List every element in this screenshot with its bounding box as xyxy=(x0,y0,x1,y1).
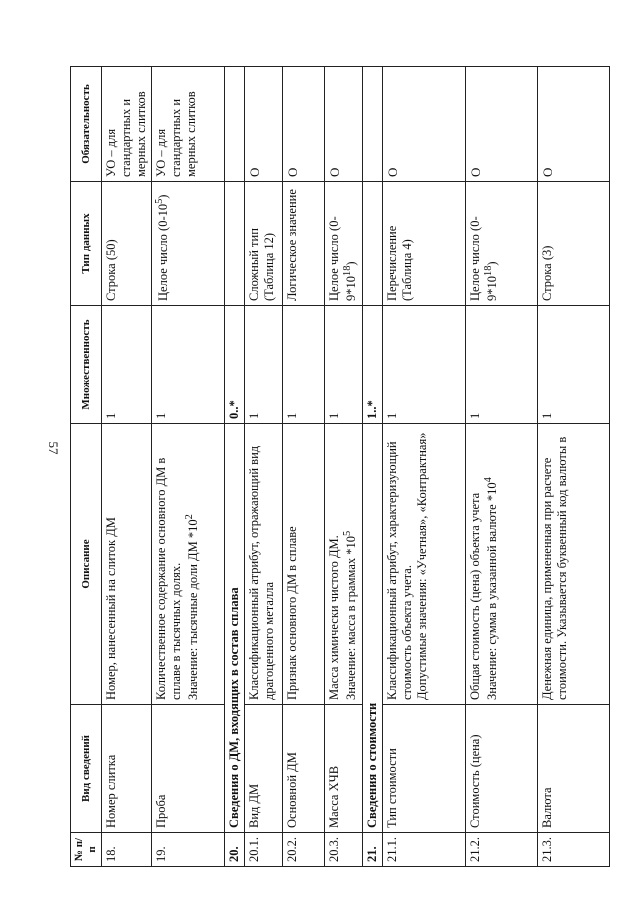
row-num: 20.1. xyxy=(245,833,283,867)
row-num: 21.1. xyxy=(382,833,465,867)
table-header-row xyxy=(71,67,102,867)
row-type: Целое число $(0-9*10^{18})$ xyxy=(465,182,537,306)
row-num: 20. xyxy=(225,833,245,867)
row-type: Перечисление (Таблица 4) xyxy=(382,182,465,306)
row-num: 21.2. xyxy=(465,833,537,867)
row-num: 21.3. xyxy=(537,833,609,867)
row-type: Целое число $(0-9*10^{18})$ xyxy=(325,182,362,306)
row-desc: Номер, нанесенный на слиток ДМ xyxy=(102,424,152,705)
row-num: 21. xyxy=(362,833,382,867)
row-req: УО – для стандартных и мерных слитков xyxy=(152,67,225,182)
table-row xyxy=(102,67,152,867)
row-mult: 1 xyxy=(465,306,537,424)
section-title: Сведения о ДМ, входящих в состав сплава xyxy=(225,424,245,833)
header-kind: Вид сведений xyxy=(71,705,102,833)
row-mult: 1 xyxy=(325,306,362,424)
section-row xyxy=(362,67,382,867)
header-mult: Множественность xyxy=(71,306,102,424)
row-desc-value: Допустимые значения: «Учетная», «Контрактная» xyxy=(414,432,429,700)
row-mult: 0..* xyxy=(225,306,245,424)
row-req: О xyxy=(325,67,362,182)
row-desc xyxy=(325,424,362,705)
row-desc xyxy=(152,424,225,705)
row-type: Строка (3) xyxy=(537,182,609,306)
row-req: О xyxy=(465,67,537,182)
header-req: Обязательность xyxy=(71,67,102,182)
row-desc-text: Количественное содержание основного ДМ в сплаве в тысячных долях. xyxy=(154,457,184,700)
table-row xyxy=(465,67,537,867)
row-type: Строка (50) xyxy=(102,182,152,306)
row-desc-text: Масса химически чистого ДМ. xyxy=(327,535,342,700)
row-type xyxy=(362,182,382,306)
row-mult: 1 xyxy=(102,306,152,424)
section-title: Сведения о стоимости xyxy=(362,424,382,833)
page-number: 57 xyxy=(46,441,61,455)
row-req xyxy=(225,67,245,182)
row-type: Логическое значение xyxy=(283,182,325,306)
row-req: О xyxy=(537,67,609,182)
row-desc: Признак основного ДМ в сплаве xyxy=(283,424,325,705)
header-desc: Описание xyxy=(71,424,102,705)
row-kind: Основной ДМ xyxy=(283,705,325,833)
row-kind: Стоимость (цена) xyxy=(465,705,537,833)
row-kind: Тип стоимости xyxy=(382,705,465,833)
data-table xyxy=(70,66,610,867)
row-mult: 1..* xyxy=(362,306,382,424)
row-mult: 1 xyxy=(152,306,225,424)
row-req: О xyxy=(382,67,465,182)
section-row xyxy=(225,67,245,867)
row-mult: 1 xyxy=(382,306,465,424)
row-desc: Денежная единица, примененная при расчете стоимости. Указывается буквенный код валюты в xyxy=(537,424,609,705)
row-kind: Валюта xyxy=(537,705,609,833)
row-desc xyxy=(465,424,537,705)
row-type xyxy=(225,182,245,306)
row-kind: Вид ДМ xyxy=(245,705,283,833)
row-kind: Масса ХЧВ xyxy=(325,705,362,833)
row-type: Целое число $(0-10^5)$ xyxy=(152,182,225,306)
row-req xyxy=(362,67,382,182)
row-desc-text: Общая стоимость (цена) объекта учета xyxy=(467,492,482,700)
row-mult: 1 xyxy=(283,306,325,424)
row-mult: 1 xyxy=(537,306,609,424)
row-desc xyxy=(382,424,465,705)
row-type: Сложный тип (Таблица 12) xyxy=(245,182,283,306)
table-row xyxy=(382,67,465,867)
table-row xyxy=(537,67,609,867)
row-desc-value: Значение: сумма в указанной валюте $*10^4$ xyxy=(482,477,499,700)
row-desc-value: Значение: масса в граммах $*10^5$ xyxy=(342,530,359,700)
row-mult: 1 xyxy=(245,306,283,424)
row-desc-text: Классификационный атрибут, характеризующий стоимость объекта учета. xyxy=(384,441,414,700)
row-kind: Проба xyxy=(152,705,225,833)
row-req: О xyxy=(283,67,325,182)
row-desc-value: Значение: тысячные доли ДМ $*10^2$ xyxy=(184,514,201,700)
table-row xyxy=(245,67,283,867)
row-num: 20.3. xyxy=(325,833,362,867)
table-row xyxy=(325,67,362,867)
row-desc: Классификационный атрибут, отражающий вид драгоценного металла xyxy=(245,424,283,705)
row-num: 20.2. xyxy=(283,833,325,867)
row-req: О xyxy=(245,67,283,182)
header-num: № п/п xyxy=(71,833,102,867)
row-kind: Номер слитка xyxy=(102,705,152,833)
row-num: 18. xyxy=(102,833,152,867)
document-table-container xyxy=(70,67,595,867)
table-row xyxy=(152,67,225,867)
table-row xyxy=(283,67,325,867)
header-type: Тип данных xyxy=(71,182,102,306)
row-num: 19. xyxy=(152,833,225,867)
row-req: УО – для стандартных и мерных слитков xyxy=(102,67,152,182)
